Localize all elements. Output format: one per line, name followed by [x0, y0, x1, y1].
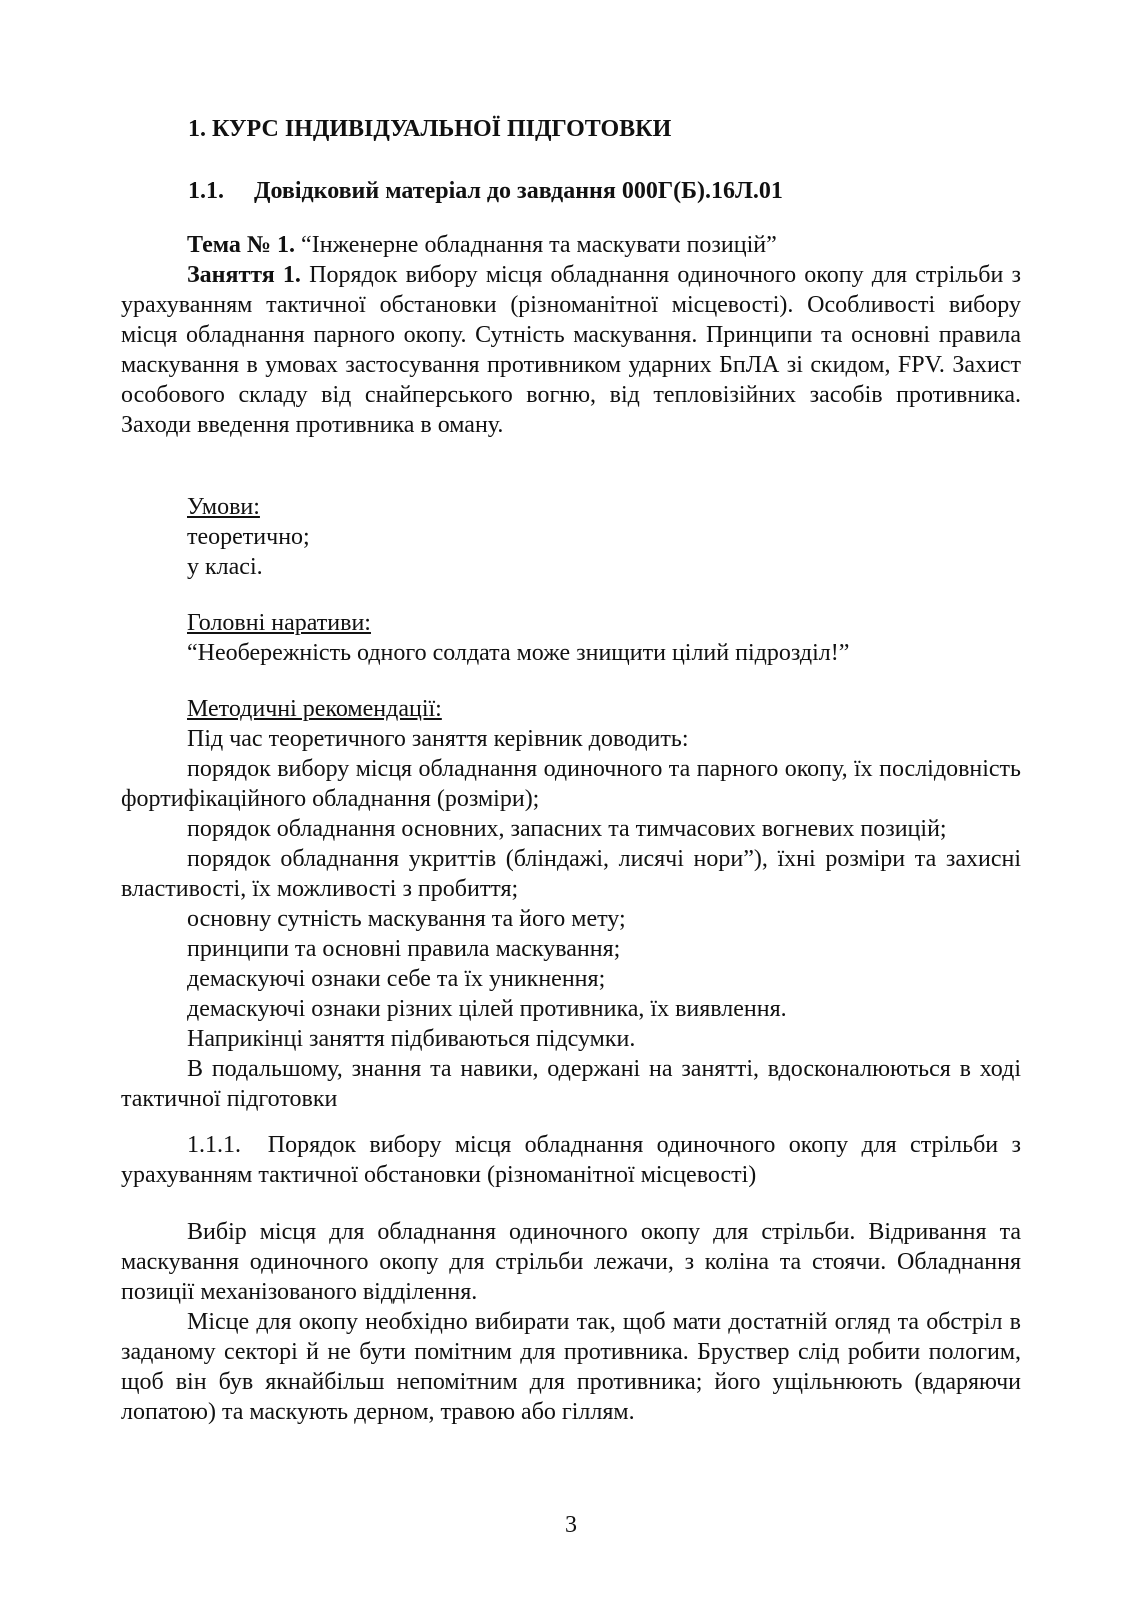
subsection-number: 1.1. [188, 178, 224, 204]
body-paragraph: Вибір місця для обладнання одиночного окопу для стрільби. Відривання та маскування одиночного окопу для стрільби лежачи, з коліна та стоячи. Обладнання позиції механізованого відділення. [121, 1219, 1021, 1305]
section-number: 1.1.1. [187, 1132, 241, 1158]
topic-text: “Інженерне обладнання та маскувати позицій” [295, 232, 777, 258]
conditions-title: Умови: [187, 494, 260, 520]
lesson-paragraph [121, 260, 1021, 440]
methodical-item: демаскуючі ознаки себе та їх уникнення; [187, 966, 606, 992]
methodical-item: основну сутність маскування та його мету; [187, 906, 626, 932]
section-title: Порядок вибору місця обладнання одиночного окопу для стрільби з урахуванням тактичної обстановки (різноманітної місцевості) [121, 1132, 1021, 1188]
narratives-block [121, 608, 1021, 668]
narratives-text: “Необережність одного солдата може знищити цілий підрозділ!” [187, 640, 850, 666]
methodical-title: Методичні рекомендації: [187, 696, 442, 722]
methodical-item: В подальшому, знання та навики, одержані на занятті, вдосконалюються в ході тактичної підготовки [121, 1056, 1021, 1112]
methodical-item: порядок вибору місця обладнання одиночного та парного окопу, їх послідовність фортифікаційного обладнання (розміри); [121, 756, 1021, 812]
lesson-label: Заняття 1. [187, 262, 301, 288]
methodical-item: Наприкінці заняття підбиваються підсумки. [187, 1026, 636, 1052]
methodical-item: демаскуючі ознаки різних цілей противника, їх виявлення. [187, 996, 787, 1022]
section-heading: 1. КУРС ІНДИВІДУАЛЬНОЇ ПІДГОТОВКИ [188, 116, 672, 142]
section-1-1-1 [121, 1130, 1021, 1190]
narratives-title: Головні наративи: [187, 610, 371, 636]
page-number: 3 [565, 1512, 577, 1538]
topic-line [121, 230, 1021, 260]
conditions-block [121, 492, 1021, 582]
methodical-intro: Під час теоретичного заняття керівник доводить: [187, 726, 689, 752]
topic-label: Тема № 1. [187, 232, 296, 258]
lesson-text: Порядок вибору місця обладнання одиночного окопу для стрільби з урахуванням тактичної обстановки (різноманітної місцевості). Особливості вибору місця обладнання парного окопу. Сутність маскування. Принципи та основні правила маскування в умовах застосування противником ударних БпЛА зі скидом, FPV. Захист особового складу від снайперського вогню, від тепловізійних засобів противника. Заходи введення противника в оману. [121, 262, 1021, 438]
methodical-item: принципи та основні правила маскування; [187, 936, 621, 962]
methodical-item: порядок обладнання укриттів (бліндажі, лисячі нори”), їхні розміри та захисні властивості, їх можливості з пробиття; [121, 846, 1021, 902]
conditions-item: теоретично; [187, 524, 310, 550]
conditions-item: у класі. [187, 554, 263, 580]
methodical-item: порядок обладнання основних, запасних та тимчасових вогневих позицій; [187, 816, 947, 842]
subsection-title: Довідковий матеріал до завдання 000Г(Б).16Л.01 [254, 178, 783, 204]
topic-block [121, 230, 1021, 440]
section-title-paragraph [121, 1130, 1021, 1190]
methodical-block [121, 694, 1021, 1114]
body-paragraph: Місце для окопу необхідно вибирати так, щоб мати достатній огляд та обстріл в заданому секторі й не бути помітним для противника. Бруствер слід робити пологим, щоб він був якнайбільш непомітним для противника; його ущільнюють (вдаряючи лопатою) та маскують дерном, травою або гіллям. [121, 1309, 1021, 1425]
body-block [121, 1217, 1021, 1427]
subsection-heading [188, 176, 783, 206]
